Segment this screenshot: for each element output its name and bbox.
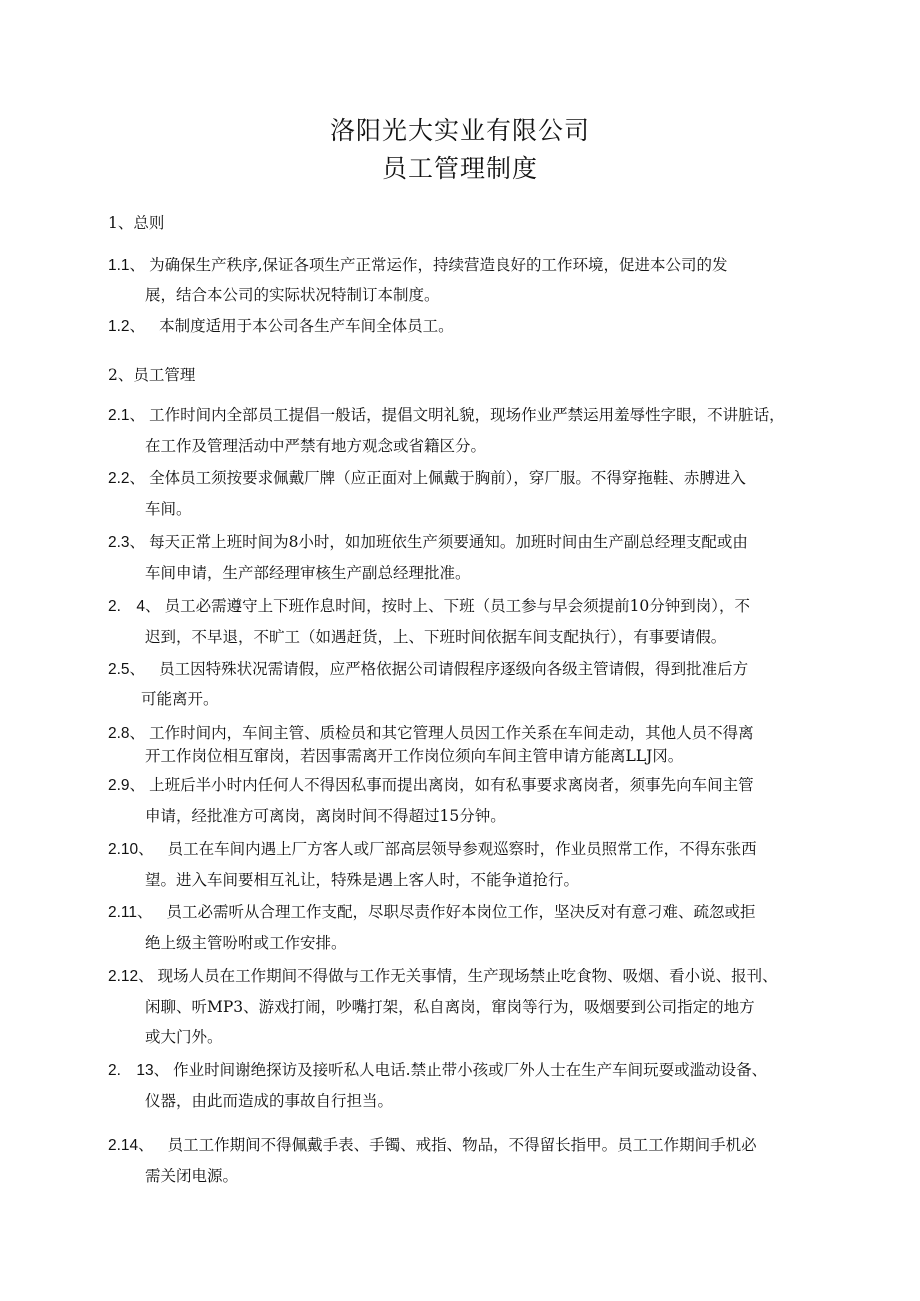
clause-2-12-continued-2: 或大门外。 bbox=[145, 1028, 223, 1046]
clause-text: 全体员工须按要求佩戴厂牌（应正面对上佩戴于胸前），穿厂服。不得穿拖鞋、赤膊进入 bbox=[149, 469, 746, 487]
clause-2-13 bbox=[108, 1060, 767, 1081]
clause-2-1 bbox=[108, 405, 785, 426]
clause-text: 现场人员在工作期间不得做与工作无关事情，生产现场禁止吃食物、吸烟、看小说、报刊、 bbox=[157, 967, 778, 985]
clause-2-5 bbox=[108, 659, 748, 680]
clause-1-1 bbox=[108, 255, 728, 276]
company-title: 洛阳光大实业有限公司 bbox=[329, 116, 590, 145]
clause-2-1-continued: 在工作及管理活动中严禁有地方观念或省籍区分。 bbox=[145, 437, 487, 455]
clause-2-3 bbox=[108, 532, 748, 553]
clause-2-14-continued: 需关闭电源。 bbox=[145, 1167, 239, 1185]
clause-text: 工作时间内，车间主管、质检员和其它管理人员因工作关系在车间走动，其他人员不得离 bbox=[149, 724, 754, 742]
clause-2-4-continued: 迟到，不早退，不旷工（如遇赶货，上、下班时间依据车间支配执行），有事要请假。 bbox=[145, 628, 727, 646]
clause-number: 2.5、 bbox=[108, 661, 146, 678]
clause-2-11-continued: 绝上级主管吩咐或工作安排。 bbox=[145, 934, 347, 952]
clause-number: 2. 13、 bbox=[108, 1062, 170, 1079]
clause-2-8 bbox=[108, 723, 754, 744]
clause-number: 2.9、 bbox=[108, 777, 146, 794]
clause-text: 作业时间谢绝探访及接听私人电话.禁止带小孩或厂外人士在生产车间玩耍或滥动设备、 bbox=[173, 1061, 768, 1079]
clause-number: 2.8、 bbox=[108, 725, 146, 742]
clause-number: 2.12、 bbox=[108, 968, 154, 985]
section-2-heading: 2、员工管理 bbox=[108, 366, 196, 384]
clause-number: 2.14、 bbox=[108, 1137, 154, 1154]
clause-number: 2.1、 bbox=[108, 407, 146, 424]
clause-text: 为确保生产秩序,保证各项生产正常运作，持续营造良好的工作环境，促进本公司的发 bbox=[149, 256, 728, 274]
clause-2-10-continued: 望。进入车间要相互礼让，特殊是遇上客人时，不能争道抢行。 bbox=[145, 871, 580, 889]
clause-2-12-continued: 闲聊、听MP3、游戏打闹，吵嘴打架，私自离岗，窜岗等行为，吸烟要到公司指定的地方 bbox=[145, 998, 755, 1016]
clause-text: 每天正常上班时间为8小时，如加班依生产须要通知。加班时间由生产副总经理支配或由 bbox=[149, 533, 748, 551]
clause-text: 上班后半小时内任何人不得因私事而提出离岗，如有私事要求离岗者，须事先向车间主管 bbox=[149, 776, 754, 794]
clause-text: 本制度适用于本公司各生产车间全体员工。 bbox=[159, 317, 454, 335]
clause-number: 1.1、 bbox=[108, 257, 146, 274]
clause-2-9-continued: 申请，经批准方可离岗，离岗时间不得超过15分钟。 bbox=[145, 807, 506, 825]
clause-2-10 bbox=[108, 839, 757, 860]
clause-number: 2.10、 bbox=[108, 841, 154, 858]
clause-2-8-continued: 开工作岗位相互窜岗，若因事需离开工作岗位须向车间主管申请方能离LLJ冈。 bbox=[145, 747, 684, 765]
clause-number: 2.3、 bbox=[108, 534, 146, 551]
clause-text: 员工因特殊状况需请假，应严格依据公司请假程序逐级向各级主管请假，得到批准后方 bbox=[159, 660, 749, 678]
clause-2-2 bbox=[108, 468, 746, 489]
clause-2-13-continued: 仪器，由此而造成的事故自行担当。 bbox=[145, 1092, 394, 1110]
clause-text: 员工工作期间不得佩戴手表、手镯、戒指、物品，不得留长指甲。员工工作期间手机必 bbox=[167, 1136, 757, 1154]
clause-number: 1.2、 bbox=[108, 318, 146, 335]
clause-number: 2. 4、 bbox=[108, 598, 161, 615]
clause-2-3-continued: 车间申请，生产部经理审核生产副总经理批准。 bbox=[145, 564, 471, 582]
clause-1-1-continued: 展，结合本公司的实际状况特制订本制度。 bbox=[145, 286, 440, 304]
clause-2-5-continued: 可能离开。 bbox=[141, 690, 219, 708]
clause-2-4 bbox=[108, 596, 750, 617]
clause-text: 工作时间内全部员工提倡一般话，提倡文明礼貌，现场作业严禁运用羞辱性字眼，不讲脏话， bbox=[149, 406, 785, 424]
clause-text: 员工必需听从合理工作支配，尽职尽责作好本岗位工作，坚决反对有意刁难、疏忽或拒 bbox=[166, 903, 756, 921]
clause-number: 2.11、 bbox=[108, 904, 153, 921]
clause-2-14 bbox=[108, 1135, 757, 1156]
clause-text: 员工必需遵守上下班作息时间，按时上、下班（员工参与早会须提前10分钟到岗），不 bbox=[164, 597, 751, 615]
section-1-heading: 1、总则 bbox=[108, 214, 165, 232]
clause-2-12 bbox=[108, 966, 778, 987]
clause-2-11 bbox=[108, 902, 756, 923]
clause-text: 员工在车间内遇上厂方客人或厂部高层领导参观巡察时，作业员照常工作，不得东张西 bbox=[167, 840, 757, 858]
clause-number: 2.2、 bbox=[108, 470, 146, 487]
clause-2-2-continued: 车间。 bbox=[145, 500, 192, 518]
clause-1-2 bbox=[108, 316, 454, 337]
document-title: 员工管理制度 bbox=[381, 154, 538, 183]
clause-2-9 bbox=[108, 775, 754, 796]
